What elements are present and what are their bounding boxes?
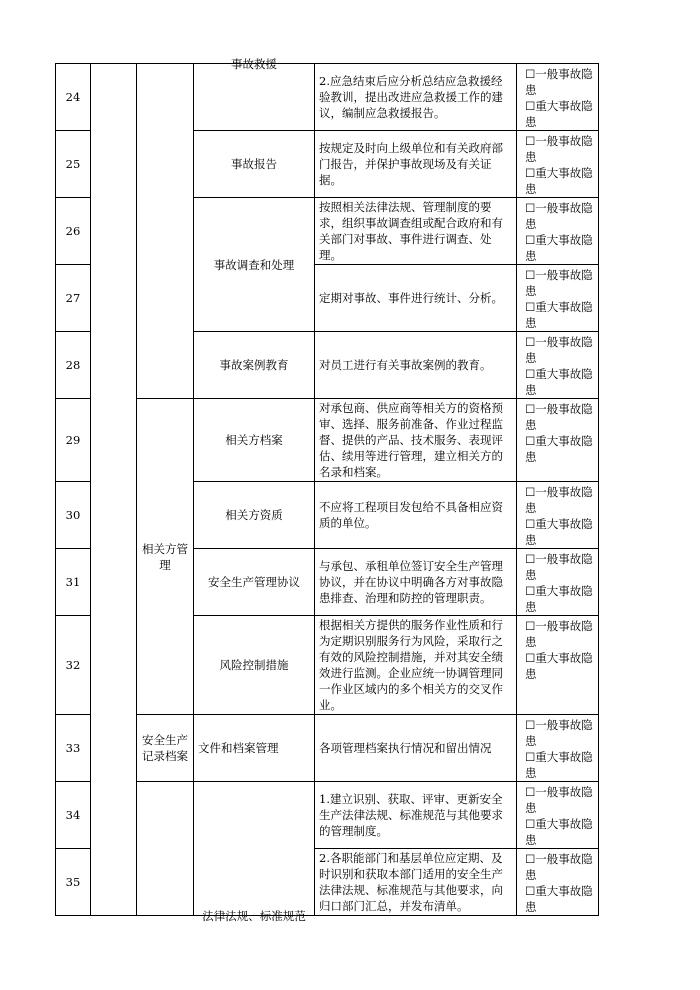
content-cell: 按照相关法律法规、管理制度的要求，组织事故调查组或配合政府和有关部门对事故、事件进行调查、处理。 xyxy=(315,198,517,265)
general-hazard-option[interactable]: ☐一般事故隐患 xyxy=(525,718,593,748)
major-hazard-option[interactable]: ☐重大事故隐患 xyxy=(525,884,593,914)
options-cell xyxy=(517,198,599,265)
general-hazard-option[interactable]: ☐一般事故隐患 xyxy=(525,485,593,515)
general-hazard-option[interactable]: ☐一般事故隐患 xyxy=(525,67,593,97)
item-cell: 安全生产管理协议 xyxy=(194,549,315,616)
major-hazard-option[interactable]: ☐重大事故隐患 xyxy=(525,584,593,614)
table-row xyxy=(56,64,599,131)
table-row xyxy=(56,782,599,849)
checklist-sheet xyxy=(55,57,598,923)
options-cell xyxy=(517,782,599,849)
row-number: 30 xyxy=(56,482,91,549)
major-hazard-option[interactable]: ☐重大事故隐患 xyxy=(525,817,593,847)
options-cell xyxy=(517,715,599,782)
content-cell: 按规定及时向上级单位和有关政府部门报告，并保护事故现场及有关证据。 xyxy=(315,131,517,198)
content-cell: 与承包、承租单位签订安全生产管理协议，并在协议中明确各方对事故隐患排查、治理和防控的管理职责。 xyxy=(315,549,517,616)
table-row xyxy=(56,399,599,482)
general-hazard-option[interactable]: ☐一般事故隐患 xyxy=(525,402,593,432)
content-cell: 不应将工程项目发包给不具备相应资质的单位。 xyxy=(315,482,517,549)
general-hazard-option[interactable]: ☐一般事故隐患 xyxy=(525,335,593,365)
hazard-checklist-table xyxy=(55,57,599,923)
major-hazard-option[interactable]: ☐重大事故隐患 xyxy=(525,651,593,681)
row-number: 35 xyxy=(56,849,91,916)
options-cell xyxy=(517,64,599,131)
row-number: 28 xyxy=(56,332,91,399)
general-hazard-option[interactable]: ☐一般事故隐患 xyxy=(525,619,593,649)
content-cell: 2.各职能部门和基层单位应定期、及时识别和获取本部门适用的安全生产法律法规、标准规范与其他要求，向归口部门汇总，并发布清单。 xyxy=(315,849,517,916)
general-hazard-option[interactable]: ☐一般事故隐患 xyxy=(525,201,593,231)
content-cell: 各项管理档案执行情况和留出情况 xyxy=(315,715,517,782)
content-cell: 定期对事故、事件进行统计、分析。 xyxy=(315,265,517,332)
category-cell: 安全生产记录档案 xyxy=(137,715,194,782)
item-cell: 相关方资质 xyxy=(194,482,315,549)
options-cell xyxy=(517,399,599,482)
options-cell xyxy=(517,332,599,399)
item-cell: 风险控制措施 xyxy=(194,616,315,715)
item-label: 事故救援 xyxy=(231,57,277,71)
row-number: 32 xyxy=(56,616,91,715)
item-cell: 事故案例教育 xyxy=(194,332,315,399)
item-cell: 事故报告 xyxy=(194,131,315,198)
major-hazard-option[interactable]: ☐重大事故隐患 xyxy=(525,750,593,780)
general-hazard-option[interactable]: ☐一般事故隐患 xyxy=(525,852,593,882)
item-label: 法律法规、标准规范 xyxy=(202,909,306,923)
item-cell: 事故调查和处理 xyxy=(194,198,315,332)
item-cell xyxy=(194,782,315,923)
major-hazard-option[interactable]: ☐重大事故隐患 xyxy=(525,166,593,196)
category-cell: 相关方管理 xyxy=(137,399,194,715)
general-hazard-option[interactable]: ☐一般事故隐患 xyxy=(525,268,593,298)
row-number: 25 xyxy=(56,131,91,198)
major-hazard-option[interactable]: ☐重大事故隐患 xyxy=(525,99,593,129)
options-cell xyxy=(517,482,599,549)
major-hazard-option[interactable]: ☐重大事故隐患 xyxy=(525,434,593,464)
major-hazard-option[interactable]: ☐重大事故隐患 xyxy=(525,367,593,397)
item-cell: 文件和档案管理 xyxy=(194,715,315,782)
row-number: 31 xyxy=(56,549,91,616)
category-cell xyxy=(137,782,194,916)
options-cell xyxy=(517,549,599,616)
category-cell xyxy=(137,64,194,399)
row-number: 26 xyxy=(56,198,91,265)
blank-column xyxy=(91,64,137,916)
row-number: 24 xyxy=(56,64,91,131)
general-hazard-option[interactable]: ☐一般事故隐患 xyxy=(525,785,593,815)
content-cell: 2.应急结束后应分析总结应急救援经验教训，提出改进应急救援工作的建议，编制应急救援报告。 xyxy=(315,64,517,131)
major-hazard-option[interactable]: ☐重大事故隐患 xyxy=(525,517,593,547)
item-cell xyxy=(194,57,315,131)
content-cell: 根据相关方提供的服务作业性质和行为定期识别服务行为风险，采取行之有效的风险控制措施，并对其安全绩效进行监测。企业应统一协调管理同一作业区域内的多个相关方的交叉作业。 xyxy=(315,616,517,715)
general-hazard-option[interactable]: ☐一般事故隐患 xyxy=(525,134,593,164)
content-cell: 1.建立识别、获取、评审、更新安全生产法律法规、标准规范与其他要求的管理制度。 xyxy=(315,782,517,849)
options-cell xyxy=(517,616,599,715)
table-row xyxy=(56,715,599,782)
row-number: 33 xyxy=(56,715,91,782)
row-number: 27 xyxy=(56,265,91,332)
general-hazard-option[interactable]: ☐一般事故隐患 xyxy=(525,552,593,582)
major-hazard-option[interactable]: ☐重大事故隐患 xyxy=(525,300,593,330)
item-cell: 相关方档案 xyxy=(194,399,315,482)
options-cell xyxy=(517,265,599,332)
major-hazard-option[interactable]: ☐重大事故隐患 xyxy=(525,233,593,263)
options-cell xyxy=(517,131,599,198)
row-number: 29 xyxy=(56,399,91,482)
content-cell: 对承包商、供应商等相关方的资格预审、选择、服务前准备、作业过程监督、提供的产品、技术服务、表现评估、续用等进行管理，建立相关方的名录和档案。 xyxy=(315,399,517,482)
row-number: 34 xyxy=(56,782,91,849)
options-cell xyxy=(517,849,599,916)
content-cell: 对员工进行有关事故案例的教育。 xyxy=(315,332,517,399)
